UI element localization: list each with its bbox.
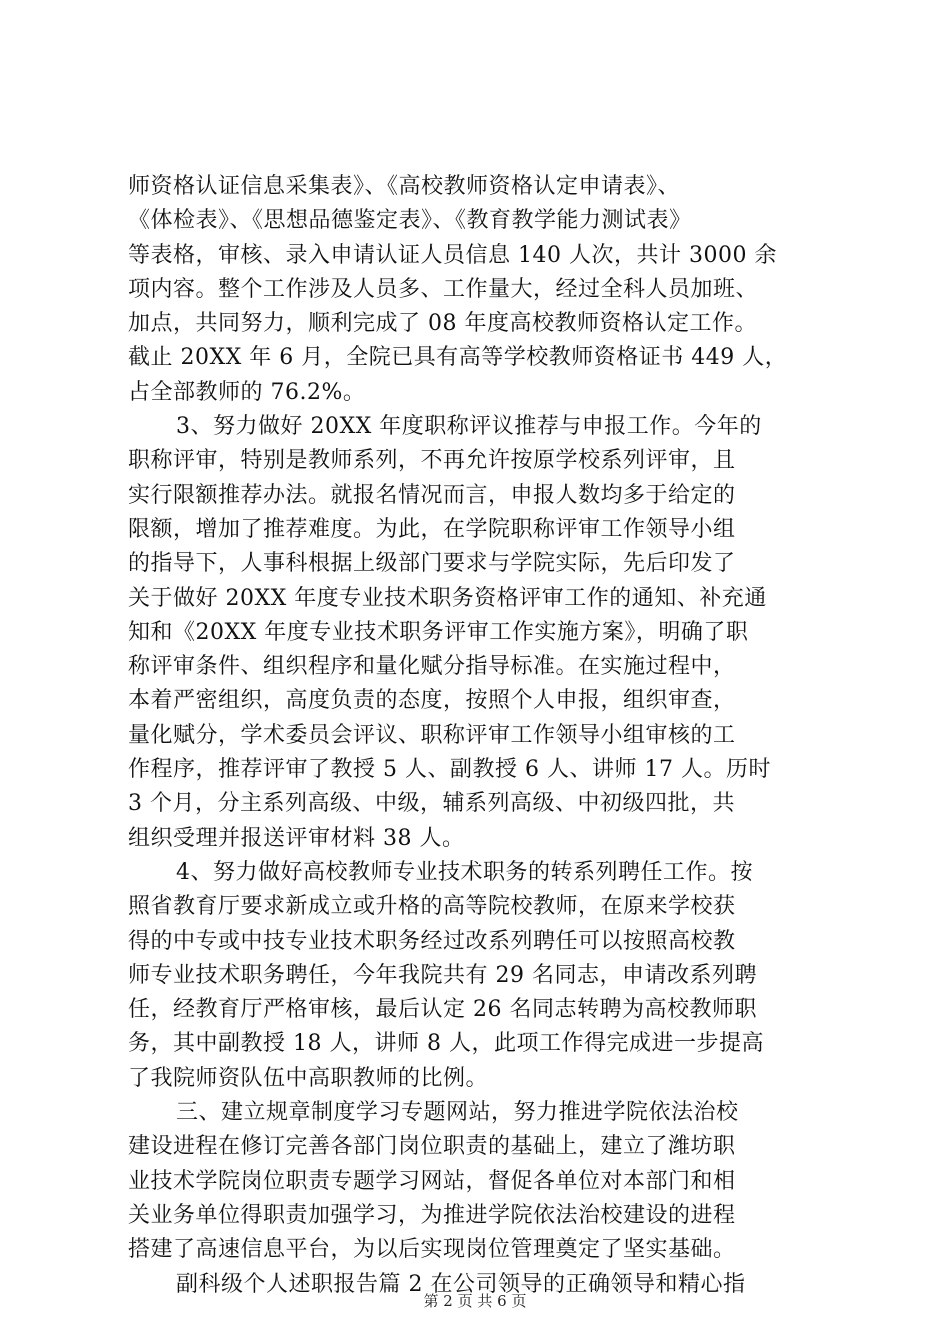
- text-line: 务，其中副教授 18 人，讲师 8 人，此项工作得完成进一步提高: [128, 1031, 764, 1057]
- text-line: 称评审条件、组织程序和量化赋分指导标准。在实施过程中，: [128, 654, 736, 680]
- text-line: 业技术学院岗位职责专题学习网站，督促各单位对本部门和相: [128, 1168, 736, 1194]
- text-line: 实行限额推荐办法。就报名情况而言，申报人数均多于给定的: [128, 482, 736, 508]
- text-line: 加点，共同努力，顺利完成了 08 年度高校教师资格认定工作。: [128, 311, 757, 337]
- text-line: 《体检表》、《思想品德鉴定表》、《教育教学能力测试表》: [128, 208, 692, 234]
- text-line: 师资格认证信息采集表》、《高校教师资格认定申请表》、: [128, 174, 681, 199]
- text-line: 截止 20XX 年 6 月，全院已具有高等学校教师资格证书 449 人，: [128, 345, 788, 371]
- text-line: 职称评审，特别是教师系列，不再允许按原学校系列评审，且: [128, 448, 736, 474]
- text-line: 本着严密组织，高度负责的态度，按照个人申报，组织审查，: [128, 688, 736, 714]
- text-line: 三、建立规章制度学习专题网站，努力推进学院依法治校: [176, 1100, 739, 1126]
- text-line: 关于做好 20XX 年度专业技术职务资格评审工作的通知、补充通: [128, 585, 767, 611]
- text-line: 知和《20XX 年度专业技术职务评审工作实施方案》，明确了职: [128, 619, 749, 645]
- text-line: 占全部教师的 76.2%。: [128, 379, 366, 405]
- text-line: 建设进程在修订完善各部门岗位职责的基础上，建立了潍坊职: [128, 1134, 736, 1160]
- text-line: 得的中专或中技专业技术职务经过改系列聘任可以按照高校教: [128, 928, 736, 954]
- text-line: 关业务单位得职责加强学习，为推进学院依法治校建设的进程: [128, 1202, 736, 1228]
- page-footer: 第 2 页 共 6 页: [423, 1292, 527, 1310]
- text-line: 副科级个人述职报告篇 2 在公司领导的正确领导和精心指: [176, 1271, 746, 1297]
- text-line: 3 个月，分主系列高级、中级，辅系列高级、中初级四批，共: [128, 791, 735, 817]
- text-line: 的指导下，人事科根据上级部门要求与学院实际，先后印发了: [128, 551, 736, 577]
- text-line: 4、努力做好高校教师专业技术职务的转系列聘任工作。按: [176, 859, 753, 885]
- text-line: 作程序，推荐评审了教授 5 人、副教授 6 人、讲师 17 人。历时: [128, 757, 771, 783]
- text-line: 任，经教育厅严格审核，最后认定 26 名同志转聘为高校教师职: [128, 997, 757, 1023]
- text-line: 项内容。整个工作涉及人员多、工作量大，经过全科人员加班、: [128, 276, 759, 302]
- text-line: 限额，增加了推荐难度。为此，在学院职称评审工作领导小组: [128, 516, 736, 542]
- text-line: 了我院师资队伍中高职教师的比例。: [128, 1065, 489, 1091]
- text-line: 等表格，审核、录入申请认证人员信息 140 人次，共计 3000 余: [128, 242, 777, 268]
- text-line: 搭建了高速信息平台，为以后实现岗位管理奠定了坚实基础。: [128, 1237, 736, 1263]
- text-line: 组织受理并报送评审材料 38 人。: [128, 825, 465, 851]
- text-line: 师专业技术职务聘任，今年我院共有 29 名同志，申请改系列聘: [128, 962, 757, 988]
- body-text: [128, 170, 828, 1302]
- text-line: 3、努力做好 20XX 年度职称评议推荐与申报工作。今年的: [176, 414, 762, 440]
- text-line: 量化赋分，学术委员会评议、职称评审工作领导小组审核的工: [128, 722, 736, 748]
- text-line: 照省教育厅要求新成立或升格的高等院校教师，在原来学校获: [128, 894, 736, 920]
